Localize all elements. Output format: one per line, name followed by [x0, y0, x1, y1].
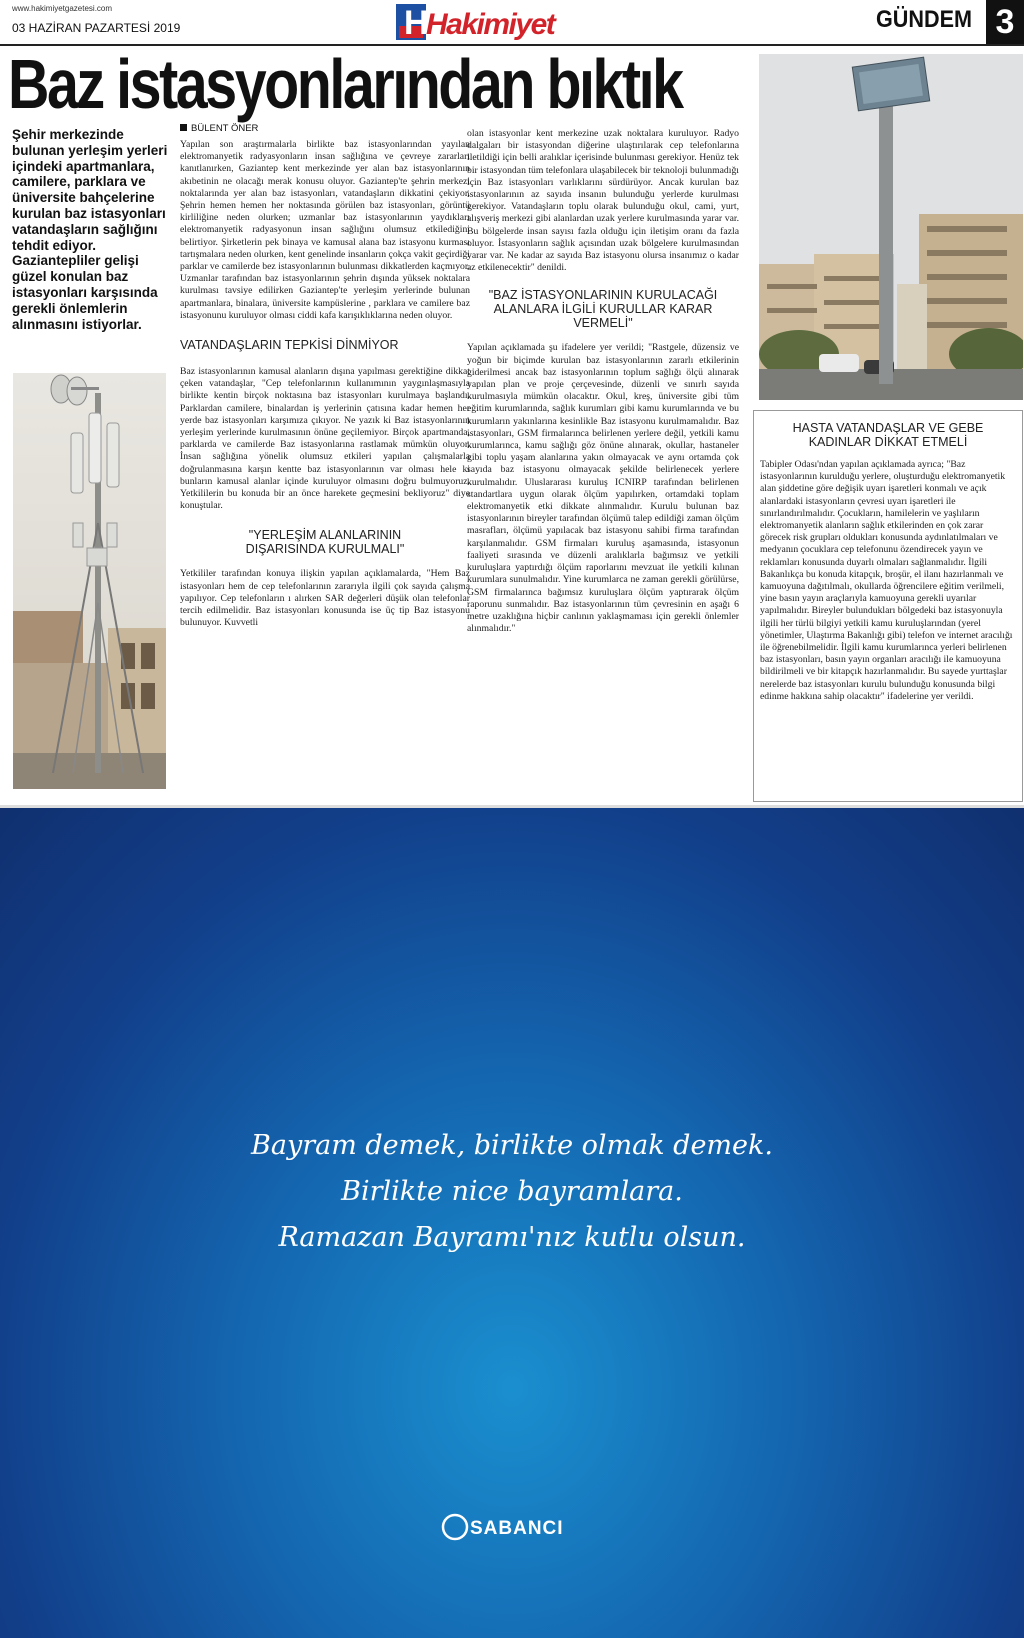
- sabanci-logo-text: SABANCI: [470, 1518, 564, 1539]
- byline: [180, 123, 258, 134]
- sidebar-box: [753, 410, 1023, 802]
- subheading: "YERLEŞİM ALANLARININ DIŞARISINDA KURULMALI": [245, 528, 405, 557]
- ad-line-2: Birlikte nice bayramlara.: [341, 1176, 683, 1207]
- paragraph: Baz istasyonlarının kamusal alanların dışına yapılması gerektiğine dikkat çeken vatandaşlar, "Cep telefonlarının kullanımının yaygınlaşmasıyla birlikte kentin birçok noktasına baz istasyonları kurulmaya başlandı. Parklardan camilere, binalardan iş yerlerinin çatısına kadar hemen her yerde baz istasyonları karşımıza çıkıyor. Ne yazık ki Baz istasyonlarının yerleşim yerlerinde kurulmasının önüne geçilemiyor. Birçok apartmanda, parklarda ve camilerde Baz istasyonlarına rastlamak mümkün oluyor. İnsan sağlığına yönelik olumsuz etkileri yapılan çalışmalarla doğrulanmasına karşın kentte baz istasyonlarının var olması hele ki bunların kamusal alanlar içinde kuruluyor olmasını doğru bulmuyoruz. Yetkililerin bu konuda bir an önce harekete geçmesini bekliyoruz" diye konuştular.: [180, 366, 470, 512]
- ad-line-1: Bayram demek, birlikte olmak demek.: [251, 1130, 773, 1161]
- newspaper-logo: [396, 2, 584, 42]
- subheading: "BAZ İSTASYONLARININ KURULACAĞI ALANLARA İLGİLİ KURULLAR KARAR VERMELİ": [488, 288, 718, 331]
- byline-marker: [180, 124, 187, 131]
- article-column-2: [467, 128, 739, 635]
- paragraph: Yetkililer tarafından konuya ilişkin yapılan açıklamalarda, "Hem Baz istasyonları hem de cep telefonlarının zararıyla ilgili çok sayıda çalışma yapılıyor. Cep telefonların ı alırken SAR değerleri düşük olan telefonlar tercih edilmelidir. Baz istasyonları konusunda ise üç tip Baz istasyonu bulunuyor. Kuvvetli: [180, 568, 470, 629]
- ad-line-3: Ramazan Bayramı'nız kutlu olsun.: [278, 1222, 746, 1253]
- paragraph: Yapılan açıklamada şu ifadelere yer verildi; "Rastgele, düzensiz ve yoğun bir biçimde kurulan baz istasyonlarının zararlı etkilerinin giderilmesi ancak baz istasyonlarının toplum sağlığı ölçü alınarak yapılan plan ve proje çerçevesinde, düzenli ve sınırlı sayıda kurulmasıyla mümkün olacaktır. Okul, kreş, üniversite gibi tüm eğitim kurumlarında, sağlık kurumları gibi kamu kurumlarında ve bu kurumların yakınlarına kesinlikle Baz istasyonu kurulmamalıdır. Baz istasyonları, GSM firmalarınca belirlenen yerlere değil, yetkili kamu kurumlarınca, kamu sağlığı göz önüne alınarak, okullar, hastaneler gibi toplu yaşam alanlarına yakın olmayacak ve aynı ortamda çok sayıda baz istasyonu olmayacak şekilde belirlenecek yerlere kurulmalıdır. Uluslararası kuruluş ICNIRP tarafından belirlenen standartlara uygun olarak ölçüm yapılırken, ortamdaki toplam elektromanyetik etki dikkate alınmalıdır. Kurulu bulunan baz istasyonlarının bireyler tarafından ölçümü talep edildiği zaman ölçüm masrafları, ölçümü yapılacak baz istasyonu sahibi firma tarafından karşılanmalıdır. GSM firmaları kuruluş aşamasında, istasyonun faaliyeti sırasında ve düzenli aralıklarla bağımsız ve yetkili kuruluşlara yaptırdığı ölçüm raporlarını mevzuat ile yetkili kılınan kurumlara sunulmalıdır. Yine kurumlarca ne zaman gerekli görülürse, GSM firmalarınca bağımsız kuruluşlara ölçüm yaptırarak ölçüm raporunu sunmalıdır. Baz istasyonlarının tüm çevresinin en aşağı 6 metre uzaklığına hiçbir canlının yaklaşmaması için gerekli önlemler alınmalıdır.": [467, 342, 739, 635]
- page-header: [0, 0, 1024, 46]
- page-number: 3: [986, 0, 1024, 44]
- section-label: GÜNDEM: [876, 6, 973, 33]
- byline-author: BÜLENT ÖNER: [191, 123, 259, 134]
- sidebar-box-title: HASTA VATANDAŞLAR VE GEBE KADINLAR DİKKAT ETMELİ: [792, 421, 984, 449]
- sabanci-logo: [440, 1512, 590, 1542]
- paragraph: olan istasyonlar kent merkezine uzak noktalara kuruluyor. Radyo dalgaları bir istasyondan diğerine ulaştırılarak cep telefonlarına iletildiği için belli aralıklar içerisinde bulunması gerekiyor. Henüz tek bir istasyondan tüm telefonlara ulaşabilecek bir teknoloji bulunmadığı için Baz istasyonları varlıklarını sürdürüyor. Ancak kurulan baz istasyonlarının az sayıda insanın bulunduğu yerlerde kurulması gerekiyor. Vatandaşların toplu olarak bulunduğu okul, cami, yurt, alışveriş merkezi gibi alanlardan uzak yerlere kurulmasında yarar var. Bu bölgelerde insan sayısı fazla olduğu için iletişim oranı da fazla oluyor. İstasyonların sağlık açısından uzak bölgelere kurulmasından yarar var. Ne kadar az sayıda Baz istasyonu olursa insanımız o kadar az etkilenecektir" denildi.: [467, 128, 739, 274]
- photo-antenna-rooftop: [13, 373, 166, 789]
- site-url: www.hakimiyetgazetesi.com: [12, 4, 113, 13]
- photo-antenna-pole: [759, 54, 1023, 400]
- article-headline: Baz istasyonlarından bıktık: [8, 45, 682, 123]
- article-lead: Şehir merkezinde bulunan yerleşim yerleri içindeki apartmanlara, camilere, parklara ve üniversite bahçelerine kurulan baz istasyonları vatandaşların sağlığını tehdit ediyor. Gaziantepliler gelişi güzel konulan baz istasyonları karşısında gerekli önlemlerin alınmasını istiyorlar.: [12, 127, 168, 332]
- sidebar-box-body: Tabipler Odası'ndan yapılan açıklamada ayrıca; "Baz istasyonlarının kurulduğu yerlere, oluşturduğu elektromanyetik alan şiddetine göre değişik uyarı işaretleri konmalı ve açık alanlardaki istasyonların çevresi uyarı işaretleri ile sınırlandırılmalıdır. Çocukların, hamilelerin ve yaşlıların elektromanyetik alanların sağlık etkilerinden en çok zarar görecek risk grupları oldukları konusunda aydınlatılmaları ve medyanın çocuklara cep telefonunu özendirecek yayın ve reklamları konusunda duyarlı olmaları sağlanmalıdır. İlgili Bakanlıkça bu konuda kitapçık, broşür, el ilanı hazırlanmalı ve kamuoyuna dağıtılmalı, okullarda öğrencilere eğitim verilmeli, yine basın yayın araçlarıyla kamuoyuna gerekli uyarılar yapılmalıdır. Bireyler bulundukları bölgedeki baz istasyonuyla ilgili her türlü bilgiyi yetkili kamu kuruluşlarından (yerel yönetimler, Ulaştırma Bakanlığı gibi) telefon ve internet aracılığı ile öğrenebilmelidir. İlgili kamu kurumlarınca yerleri belirlenen baz istasyonları, basın yayın organları aracılığı ile kamuoyuna bildirilmeli ve bir kitapçık hazırlanmalıdır. Bu sayede yurttaşlar nerelerde baz istasyonları kurulu bulunduğu konusunda bilgi edinme hakkına sahip olacaktır" ifadelerine yer verildi.: [760, 459, 1013, 702]
- paragraph: Yapılan son araştırmalarla birlikte baz istasyonlarından yayılan elektromanyetik radyasyonların insan sağlığına ve çevreye zararları kanıtlanırken, Gaziantep kent merkezinde yer alan baz istasyonlarının akıbetinin ne olacağı merak konusu oluyor. Gaziantep'te şehrin merkezi noktalarında yer alan baz istasyonları, vatandaşların dikkatini çekiyor. Şehrin hemen hemen her noktasında görülen baz istasyonları, görüntü kirliliğine neden olurken; uzmanlar baz istasyonlarının yaydıkları elektromanyetik radyasyonun insan sağlığını olumsuz etkilediğini belirtiyor. Şirketlerin pek binaya ve kamusal alana baz istasyonu kurması tartışmalara neden olurken, kent genelinde insanların çokça vakit geçirdiği parklar ve camilerde bez istasyonlarının bulunması dikkatlerden kaçmıyor. Uzmanlar tarafından baz istasyonlarının şehrin dışında yüksek noktalara kurulması tavsiye edilirken Gaziantep'te yerleşim yerlerinde bulunan apartmanlara, binalara, üniversite kampüslerine , parklara ve camilere baz istasyonunu kuruluyor olması ciddi kafa karışıklıklarına neden oluyor.: [180, 139, 470, 321]
- issue-date: 03 HAZİRAN PAZARTESİ 2019: [12, 21, 181, 35]
- article-column-1: [180, 139, 470, 630]
- svg-text:H: H: [404, 4, 429, 42]
- logo-text: Hakimiyet: [426, 8, 555, 41]
- subheading: VATANDAŞLARIN TEPKİSİ DİNMİYOR: [180, 338, 399, 353]
